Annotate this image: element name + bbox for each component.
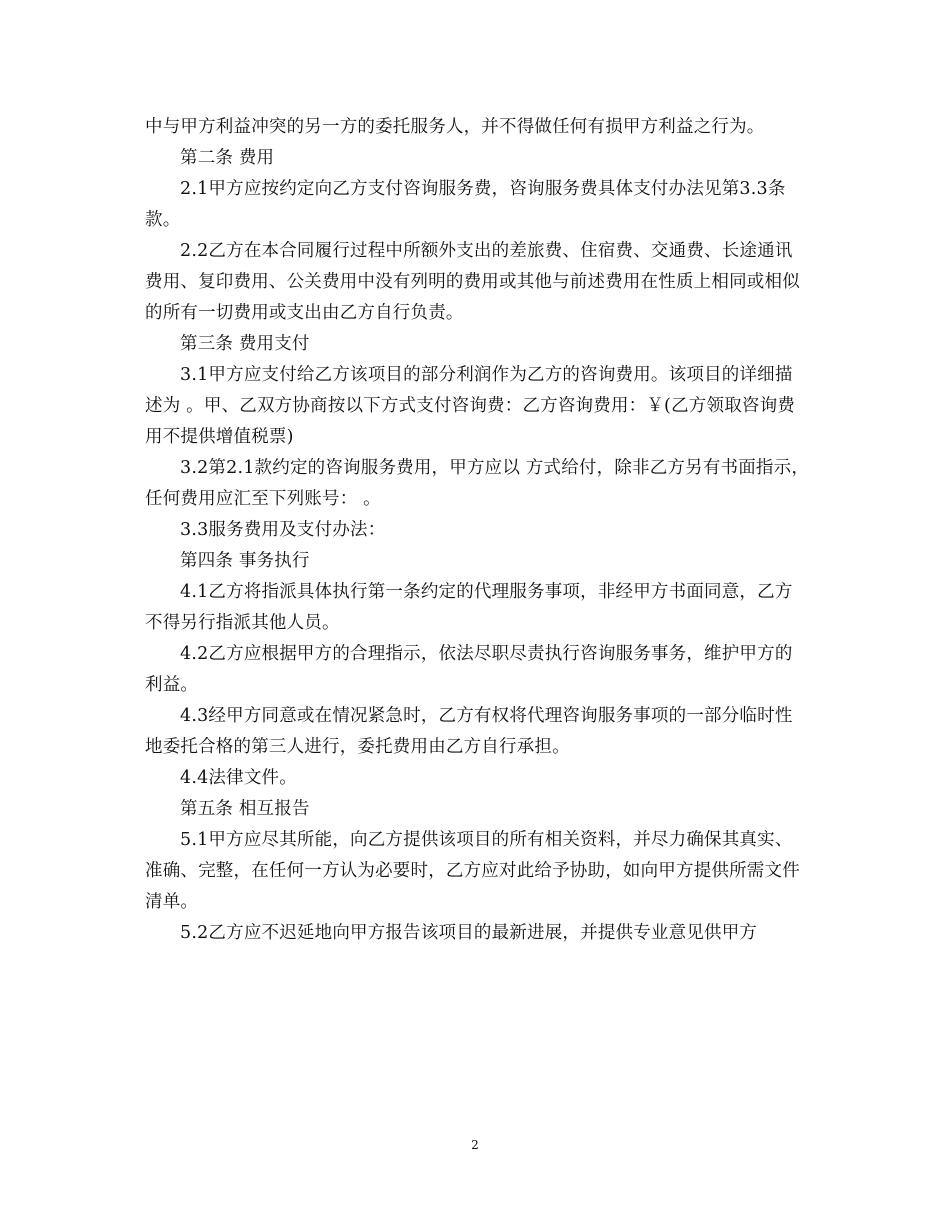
paragraph: 4.3经甲方同意或在情况紧急时，乙方有权将代理咨询服务事项的一部分临时性地委托合格的第三人进行，委托费用由乙方自行承担。 <box>145 706 793 757</box>
paragraph: 4.2乙方应根据甲方的合理指示，依法尽职尽责执行咨询服务事务，维护甲方的利益。 <box>145 644 793 695</box>
section-heading: 第五条 相互报告 <box>180 799 310 819</box>
section-heading: 第二条 费用 <box>180 148 275 168</box>
page-number: 2 <box>471 1138 479 1152</box>
paragraph: 4.4法律文件。 <box>180 768 297 788</box>
paragraph: 3.1甲方应支付给乙方该项目的部分利润作为乙方的咨询费用。该项目的详细描述为 。甲、乙双方协商按以下方式支付咨询费：乙方咨询费用：￥(乙方领取咨询费用不提供增值税票) <box>145 365 795 447</box>
paragraph: 2.2乙方在本合同履行过程中所额外支出的差旅费、住宿费、交通费、长途通讯费用、复印费用、公关费用中没有列明的费用或其他与前述费用在性质上相同或相似的所有一切费用或支出由乙方自行负责。 <box>145 241 800 323</box>
paragraph: 5.1甲方应尽其所能，向乙方提供该项目的所有相关资料，并尽力确保其真实、准确、完整，在任何一方认为必要时，乙方应对此给予协助，如向甲方提供所需文件清单。 <box>145 830 800 912</box>
section-heading: 第三条 费用支付 <box>180 334 310 354</box>
section-heading: 第四条 事务执行 <box>180 551 310 571</box>
paragraph: 3.3服务费用及支付办法： <box>180 520 386 540</box>
paragraph: 5.2乙方应不迟延地向甲方报告该项目的最新进展，并提供专业意见供甲方 <box>180 923 758 943</box>
paragraph: 3.2第2.1款约定的咨询服务费用，甲方应以 方式给付，除非乙方另有书面指示，任何费用应汇至下列账号： 。 <box>145 458 810 509</box>
document-body <box>145 112 810 949</box>
paragraph: 中与甲方利益冲突的另一方的委托服务人，并不得做任何有损甲方利益之行为。 <box>145 117 765 137</box>
paragraph: 4.1乙方将指派具体执行第一条约定的代理服务事项，非经甲方书面同意，乙方不得另行指派其他人员。 <box>145 582 793 633</box>
paragraph: 2.1甲方应按约定向乙方支付咨询服务费，咨询服务费具体支付办法见第3.3条款。 <box>145 179 786 230</box>
